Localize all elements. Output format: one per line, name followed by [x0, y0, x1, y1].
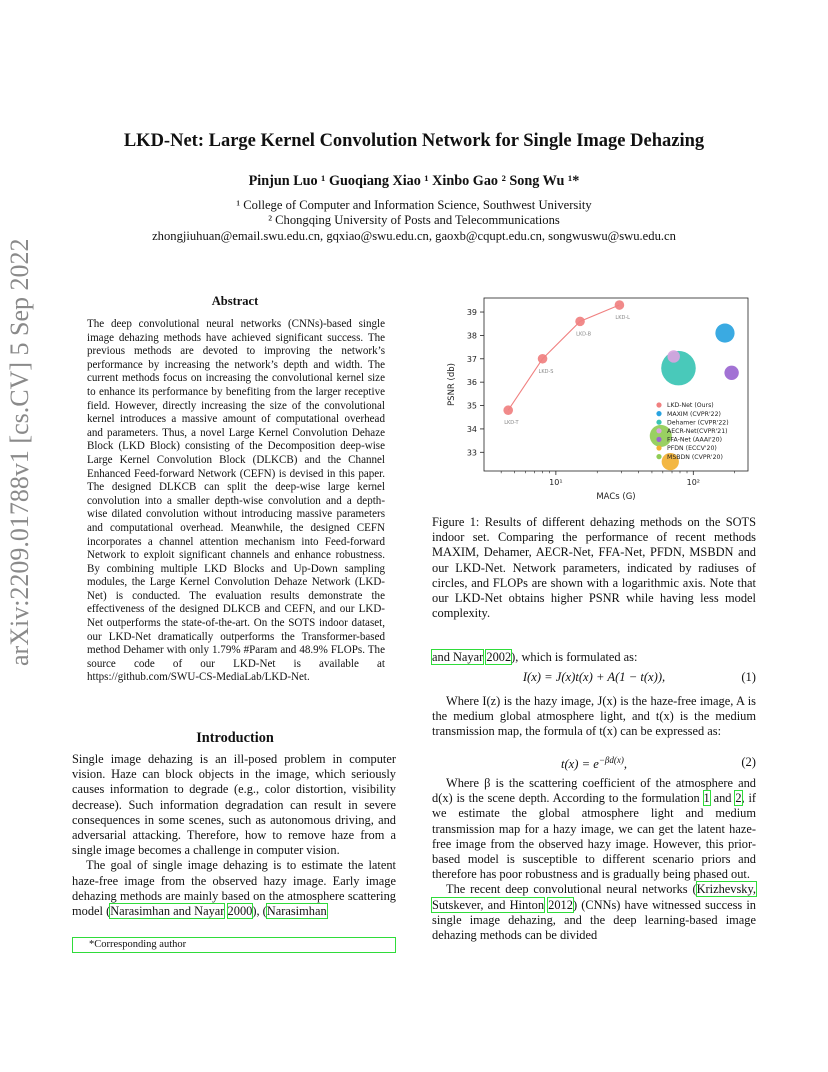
y-tick-label-0: 33 — [466, 448, 477, 458]
equation-2-exponent: −βd(x) — [598, 755, 624, 765]
intro-paragraph-2 — [72, 858, 396, 919]
legend-label-2: Dehamer (CVPR'22) — [667, 419, 729, 427]
legend-marker-5 — [656, 445, 661, 450]
figure-caption: Figure 1: Results of different dehazing methods on the SOTS indoor set. Comparing the performance of recent methods MAXIM, Dehamer, AECR-Net, FFA-Net, PFDN, MSBDN and our LKD-Net. Network parameters, indicated by radiuses of circles, and FLOPs are shown with a logarithmic axis. Note that our LKD-Net obtains higher PSNR while having less model complexity. — [432, 515, 756, 621]
where-text-2a: Where β is the scattering coefficient of the atmosphere and d(x) is the scene depth. According to the formulation — [432, 776, 756, 806]
lkd-point-label-3: LKD-L — [615, 315, 630, 322]
point-4-0 — [724, 366, 738, 380]
arxiv-identifier: arXiv:2209.01788v1 [cs.CV] 5 Sep 2022 — [5, 238, 34, 666]
x-tick-label-1: 10² — [686, 478, 701, 487]
legend-marker-1 — [656, 411, 661, 416]
equation-2-lhs: t(x) = e — [560, 757, 599, 772]
continuation-text: ), which is formulated as: — [511, 650, 638, 664]
citation-year-link-4[interactable]: 2012 — [548, 897, 573, 912]
point-1-0 — [715, 323, 734, 342]
intro-paragraph-1: Single image dehazing is an ill-posed problem in computer vision. Haze can block objects in the image, which seriously causes information to degrade (e.g., color distortion, visibility decrease). Such information degradation can result in severe consequences in some scenes, such as autonomous driving, and adversarial attacking. Therefore, how to remove haze from a single image becomes a challenge in computer vision. — [72, 752, 396, 858]
affiliation-1: ¹ College of Computer and Information Science, Southwest University — [236, 198, 592, 212]
point-0-1 — [538, 354, 548, 364]
lkd-point-label-0: LKD-T — [504, 420, 519, 427]
citation-year-link-3[interactable]: 2002 — [486, 650, 512, 664]
paper-title: LKD-Net: Large Kernel Convolution Network for Single Image Dehazing — [123, 131, 705, 151]
where-paragraph-2 — [432, 776, 756, 943]
y-tick-label-1: 34 — [466, 424, 477, 434]
where-text-2c: , if we estimate the global atmosphere light and medium transmission map for a hazy image, we can get the latent haze-free image from the observed hazy image. However, this prior-based model is susceptible to different scenario priors and therefore has poor robustness and is gradually being phased out. — [432, 791, 757, 882]
author-list: Pinjun Luo ¹ Guoqiang Xiao ¹ Xinbo Gao ² Song Wu ¹* — [248, 173, 580, 189]
equation-2-tail: , — [623, 757, 628, 772]
citation-year-link[interactable]: 2000 — [227, 904, 253, 919]
affiliation-2: ² Chongqing University of Posts and Telecommunications — [268, 213, 560, 227]
legend-label-4: FFA-Net (AAAI'20) — [667, 436, 722, 444]
legend-label-1: MAXIM (CVPR'22) — [667, 410, 721, 418]
axes-layer — [447, 298, 748, 502]
legend-label-3: AECR-Net(CVPR'21) — [667, 428, 728, 435]
citation-link[interactable]: Narasimhan and Nayar — [110, 904, 225, 919]
legend-marker-4 — [656, 437, 661, 442]
lkd-trend-line — [508, 305, 619, 410]
y-axis-label: PSNR (db) — [447, 363, 457, 406]
point-0-3 — [615, 300, 625, 310]
y-tick-label-2: 35 — [466, 401, 477, 411]
citation-link-3[interactable]: and Nayar — [432, 650, 484, 664]
introduction-heading: Introduction — [196, 730, 274, 746]
equation-ref-1[interactable]: 1 — [703, 791, 710, 806]
legend-marker-6 — [656, 454, 661, 459]
where-text-2b: and — [709, 791, 736, 806]
equation-2-expression — [432, 755, 756, 772]
abstract-heading: Abstract — [211, 294, 259, 308]
legend-label-5: PFDN (ECCV'20) — [667, 445, 717, 453]
where-text-1: Where I(z) is the hazy image, J(x) is the haze-free image, A is the medium global atmosphere light, and t(x) is the medium transmission map, the formula of t(x) can be expressed as: — [432, 694, 756, 739]
legend-marker-3 — [656, 428, 661, 433]
lkd-trend-line-layer — [504, 305, 630, 426]
equation-ref-2[interactable]: 2 — [735, 791, 742, 806]
introduction-body — [72, 752, 396, 919]
lkd-point-label-1: LKD-S — [538, 368, 554, 375]
legend-label-6: MSBDN (CVPR'20) — [667, 453, 723, 461]
y-tick-label-5: 38 — [466, 331, 477, 341]
point-0-0 — [503, 405, 513, 415]
psnr-vs-macs-chart — [432, 290, 758, 504]
citation-link-4[interactable]: Krizhevsky, Sutskever, and Hinton — [432, 882, 756, 912]
y-tick-label-4: 37 — [466, 354, 477, 364]
equation-1-expression: I(x) = J(x)t(x) + A(1 − t(x)), — [522, 670, 666, 684]
legend-marker-0 — [656, 402, 661, 407]
citation-link-2[interactable]: Narasimhan — [266, 904, 327, 919]
equation-1 — [432, 670, 756, 685]
author-emails: zhongjiuhuan@email.swu.edu.cn, gqxiao@swu.edu.cn, gaoxb@cqupt.edu.cn, songwuswu@swu.edu.cn — [152, 229, 676, 243]
right-column-continuation — [432, 650, 756, 665]
footnote[interactable]: *Corresponding author — [72, 937, 396, 953]
intro-p2-text: The goal of single image dehazing is to estimate the latent haze-free image from the observed hazy image. Early image dehazing methods are mainly based on the atmosphere scattering model ( — [72, 858, 396, 919]
point-3-0 — [667, 350, 679, 362]
abstract-text: The deep convolutional neural networks (CNNs)-based single image dehazing methods have achieved significant success. The previous methods are devoted to improving the network’s performance by increasing the network’s depth and width. The current methods focus on increasing the convolutional kernel size to enhance its performance by benefiting from the larger receptive field. However, directly increasing the size of the convolutional kernel introduces a massive amount of computational overhead and parameters. Thus, a novel Large Kernel Convolution Dehaze Block (LKD Block) consisting of the Decomposition deep-wise Large Kernel Convolution Block (DLKCB) and the Channel Enhanced Feed-forward Network (CEFN) is devised in this paper. The designed DLKCB can split the deep-wise large kernel convolution into a smaller depth-wise convolution and a depth-wise dilated convolution without introducing massive parameters and computational overhead. Meanwhile, the designed CEFN incorporates a channel attention mechanism into Feed-forward Network to exploit significant channels and enhance robustness. By combining multiple LKD Blocks and Up-Down sampling modules, the Large Kernel Convolution Dehaze Network (LKD-Net) is conducted. The evaluation results demonstrate the effectiveness of the designed DLKCB and CEFN, and our LKD-Net outperforms the state-of-the-art. On the SOTS indoor dataset, our LKD-Net dramatically outperforms the Transformer-based method Dehamer with only 1.79% #Param and 48.9% FLOPs. The source code of our LKD-Net is available at https://github.com/SWU-CS-MediaLab/LKD-Net. — [87, 318, 385, 684]
point-0-2 — [575, 317, 585, 327]
legend-layer — [656, 402, 728, 461]
where-paragraph-1 — [432, 694, 756, 740]
lkd-point-label-2: LKD-B — [576, 331, 592, 338]
equation-2-number: (2) — [741, 755, 756, 769]
recent-text-b: ) (CNNs) have witnessed success in single image dehazing, and the deep learning-based image dehazing methods can be divided — [432, 897, 756, 943]
x-axis-label: MACs (G) — [596, 492, 636, 502]
y-tick-label-3: 36 — [466, 378, 477, 388]
legend-marker-2 — [656, 420, 661, 425]
equation-2 — [432, 755, 756, 772]
equation-1-number: (1) — [741, 670, 756, 684]
intro-p2-sep: ), ( — [252, 904, 267, 919]
y-tick-label-6: 39 — [466, 308, 477, 318]
x-tick-label-0: 10¹ — [549, 478, 563, 487]
recent-text-a: The recent deep convolutional neural networks ( — [446, 882, 697, 897]
legend-label-0: LKD-Net (Ours) — [667, 402, 714, 410]
